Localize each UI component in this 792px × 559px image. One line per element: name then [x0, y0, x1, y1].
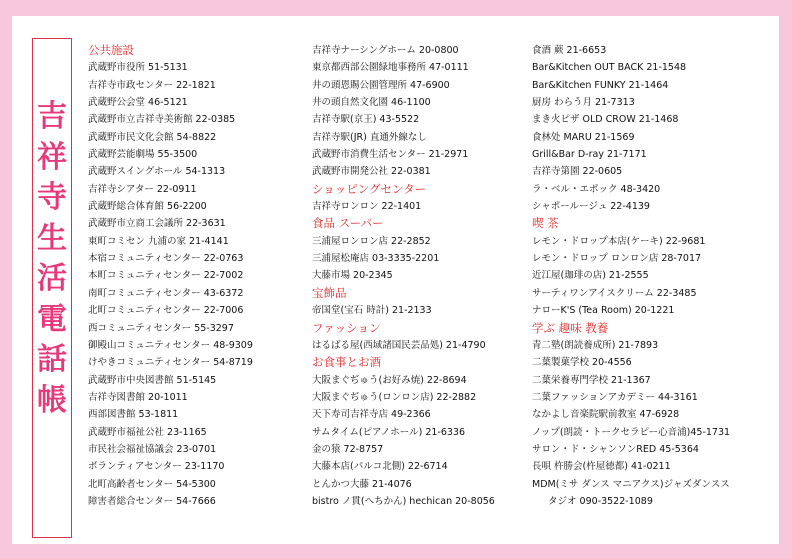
directory-entry: はるばる屋(西域諸国民芸品処) 21-4790 — [312, 339, 486, 351]
directory-entry: 吉祥寺図書館 20-1011 — [88, 391, 188, 403]
directory-entry: けやきコミュニティセンター 54-8719 — [88, 357, 253, 369]
directory-entry: MDM(ミサ ダンス マニアクス)ジャズダンスス — [532, 478, 730, 490]
page-title: 吉 祥 寺 生 活 電 話 帳 — [37, 99, 67, 418]
directory-entry: 三浦屋松庵店 03-3335-2201 — [312, 253, 440, 265]
directory-entry: 二葉ファッションアカデミー 44-3161 — [532, 391, 698, 403]
directory-entry: 井の頭自然文化園 46-1100 — [312, 97, 431, 109]
directory-entry: 近江屋(珈琲の店) 21-2555 — [532, 270, 649, 282]
directory-entry: 武蔵野スイングホール 54-1313 — [88, 166, 226, 178]
directory-entry: シャポールージュ 22-4139 — [532, 201, 650, 213]
directory-entry: 二葉製菓学校 20-4556 — [532, 357, 632, 369]
section-heading: 公共施設 — [88, 43, 134, 57]
directory-entry: サロン・ド・シャンソンRED 45-5364 — [532, 443, 699, 455]
directory-entry: サーティワンアイスクリーム 22-3485 — [532, 287, 697, 299]
phone-directory-sheet — [12, 16, 779, 544]
directory-entry: 二葉栄養専門学校 21-1367 — [532, 374, 651, 386]
directory-entry: まき火ピザ OLD CROW 21-1468 — [532, 114, 679, 126]
directory-entry: レモン・ドロップ ロンロン店 28-7017 — [532, 253, 702, 265]
directory-entry: 武蔵野市役所 51-5131 — [88, 62, 188, 74]
directory-entry: 吉祥寺市政センター 22-1821 — [88, 79, 216, 91]
directory-entry: とんかつ大藤 21-4076 — [312, 478, 412, 490]
directory-entry: ボランティアセンター 23-1170 — [88, 461, 225, 473]
column-2 — [312, 42, 527, 510]
directory-entry: 武蔵野市立吉祥寺美術館 22-0385 — [88, 114, 236, 126]
directory-entry: タジオ 090-3522-1089 — [548, 495, 653, 507]
column-3 — [532, 42, 772, 510]
directory-entry: 本町コミュニティセンター 22-7002 — [88, 270, 244, 282]
directory-entry: 吉祥寺ナーシングホーム 20-0800 — [312, 45, 459, 56]
directory-entry: 障害者総合センター 54-7666 — [88, 495, 216, 507]
section-heading: 喫 茶 — [532, 216, 559, 231]
directory-entry: 西コミュニティセンター 55-3297 — [88, 322, 234, 334]
directory-entry: 武蔵野市中央図書館 51-5145 — [88, 374, 217, 386]
directory-entry: 西部図書館 53-1811 — [88, 409, 179, 421]
directory-entry: 本宿コミュニティセンター 22-0763 — [88, 253, 244, 265]
section-heading: 食品 スーパー — [312, 216, 384, 231]
directory-entry: 金の猿 72-8757 — [312, 443, 384, 455]
directory-entry: 武蔵野市消費生活センター 21-2971 — [312, 149, 469, 161]
directory-entry: 市民社会福祉協議会 23-0701 — [88, 443, 217, 455]
directory-entry: 吉祥寺シアター 22-0911 — [88, 183, 197, 195]
directory-entry: 吉祥寺駅(京王) 43-5522 — [312, 114, 420, 126]
directory-entry: 南町コミュニティセンター 43-6372 — [88, 287, 244, 299]
directory-entry: 東町コミセン 九浦の家 21-4141 — [88, 235, 229, 247]
directory-entry: サムタイム(ピアノホール) 21-6336 — [312, 426, 466, 438]
directory-entry: 大藤本店(パルコ北側) 22-6714 — [312, 461, 448, 473]
directory-entry: 天下寿司吉祥寺店 49-2366 — [312, 409, 431, 421]
title-box — [32, 38, 72, 538]
section-heading: ショッピングセンター — [312, 181, 427, 196]
directory-entry: なかよし音楽院駅前教室 47-6928 — [532, 409, 680, 421]
directory-entry: ナローK'S (Tea Room) 20-1221 — [532, 305, 675, 317]
directory-entry: 武蔵野市開発公社 22-0381 — [312, 166, 431, 178]
directory-entry: 御殿山コミュニティセンター 48-9309 — [88, 339, 253, 351]
directory-entry: Bar&Kitchen FUNKY 21-1464 — [532, 79, 669, 91]
directory-entry: ノップ(朗読・トークセラピー心音浦)45-1731 — [532, 426, 731, 438]
directory-entry: 吉祥寺駅(JR) 直通外線なし — [312, 131, 427, 143]
column-1 — [88, 42, 308, 510]
directory-entry: 青二塾(朗読養成所) 21-7893 — [532, 339, 659, 351]
directory-entry: Grill&Bar D-ray 21-7171 — [532, 149, 647, 161]
section-heading: ファッション — [312, 320, 381, 335]
directory-entry: 吉祥寺第園 22-0605 — [532, 166, 623, 178]
directory-entry: 武蔵野市福祉公社 23-1165 — [88, 426, 207, 438]
directory-entry: 厨房 わらう月 21-7313 — [532, 97, 635, 109]
directory-entry: Bar&Kitchen OUT BACK 21-1548 — [532, 62, 687, 74]
directory-entry: 帝国堂(宝石 時計) 21-2133 — [312, 305, 432, 317]
directory-entry: 井の頭恩賜公園管理所 47-6900 — [312, 79, 450, 91]
directory-entry: 吉祥寺ロンロン 22-1401 — [312, 201, 422, 213]
directory-entry: 食酒 蕨 21-6653 — [532, 45, 607, 56]
directory-entry: レモン・ドロップ本店(ケーキ) 22-9681 — [532, 235, 706, 247]
directory-entry: 大藤市場 20-2345 — [312, 270, 393, 282]
directory-entry: 食林处 MARU 21-1569 — [532, 131, 635, 143]
directory-entry: 長唄 杵勝会(杵屋徳都) 41-0211 — [532, 461, 671, 473]
directory-entry: 武蔵野芸能劇場 55-3500 — [88, 149, 198, 161]
section-heading: 学ぶ 趣味 教養 — [532, 320, 609, 335]
directory-entry: 武蔵野市立商工会議所 22-3631 — [88, 218, 226, 230]
directory-entry: 北町コミュニティセンター 22-7006 — [88, 305, 244, 317]
directory-entry: ラ・ベル・エポック 48-3420 — [532, 183, 661, 195]
section-heading: 宝飾品 — [312, 285, 347, 300]
section-heading: お食事とお酒 — [312, 355, 381, 370]
directory-entry: bistro ノ貫(へちかん) hechican 20-8056 — [312, 495, 495, 507]
directory-entry: 三浦屋ロンロン店 22-2852 — [312, 235, 431, 247]
directory-entry: 武蔵野総合体育館 56-2200 — [88, 201, 207, 213]
directory-entry: 大阪まぐぢゅう(ロンロン店) 22-2882 — [312, 391, 477, 403]
directory-entry: 武蔵野市民文化会館 54-8822 — [88, 131, 217, 143]
directory-entry: 大阪まぐぢゅう(お好み焼) 22-8694 — [312, 374, 467, 386]
directory-entry: 武蔵野公会堂 46-5121 — [88, 97, 188, 109]
directory-entry: 東京都西部公園緑地事務所 47-0111 — [312, 62, 469, 74]
directory-entry: 北町高齢者センター 54-5300 — [88, 478, 216, 490]
